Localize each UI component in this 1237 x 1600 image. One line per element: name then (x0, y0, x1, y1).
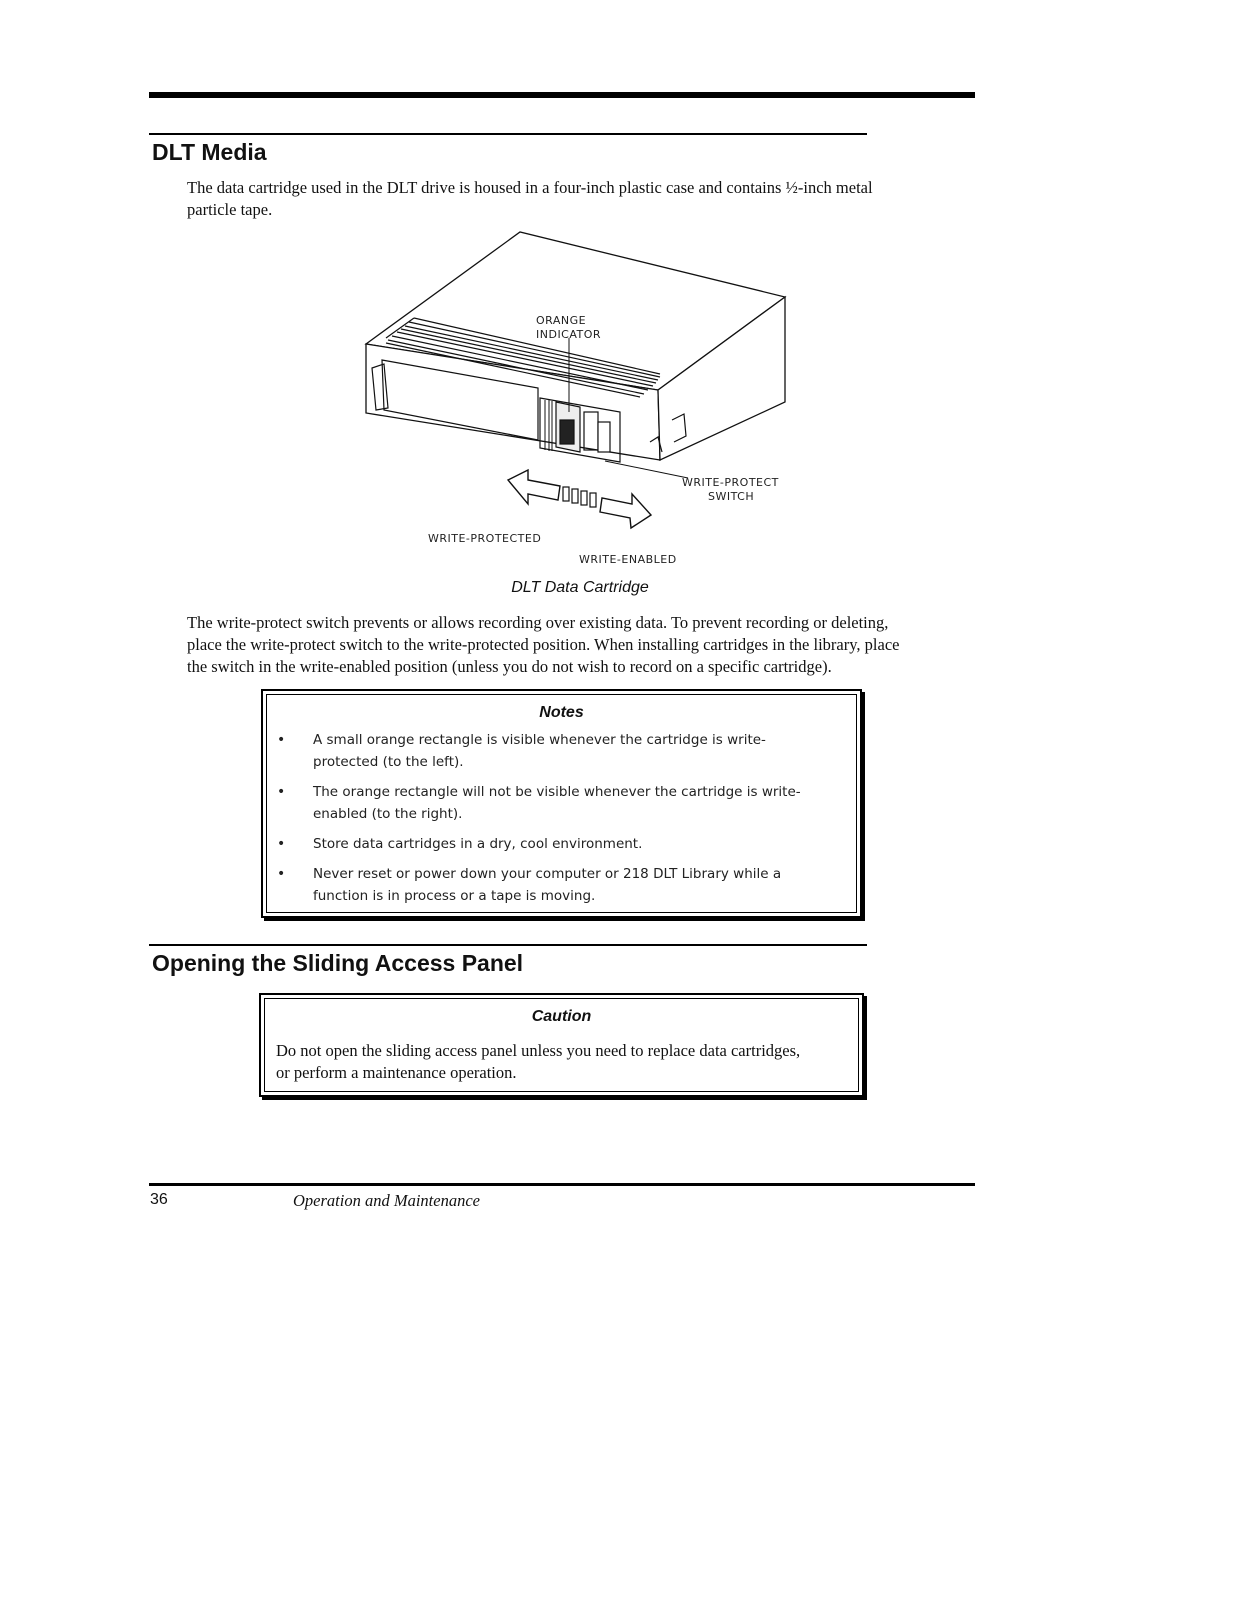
label-orange-line1: ORANGE (536, 314, 587, 327)
notes-list (277, 729, 840, 915)
paragraph-line: The write-protect switch prevents or allows recording over existing data. To prevent recording or deleting, (187, 613, 889, 632)
note-item (277, 833, 840, 855)
intro-line: The data cartridge used in the DLT drive is housed in a four-inch plastic case and contains ½-inch metal (187, 178, 873, 197)
note-item (277, 729, 840, 773)
label-write-enabled: WRITE-ENABLED (579, 553, 677, 566)
note-text-line: Never reset or power down your computer or 218 DLT Library while a (313, 866, 782, 882)
switch-slot-light (598, 422, 610, 452)
label-write-protected: WRITE-PROTECTED (428, 532, 542, 545)
paragraph-line: place the write-protect switch to the write-protected position. When installing cartridges in the library, place (187, 635, 900, 654)
notes-title: Notes (539, 704, 584, 721)
section-rule (149, 944, 867, 946)
label-wp-switch-line1: WRITE-PROTECT (682, 476, 779, 489)
section-heading-dlt-media: DLT Media (152, 139, 267, 165)
bullet-icon: • (277, 784, 286, 800)
dlt-cartridge-figure (0, 0, 1237, 600)
section-heading-sliding-panel: Opening the Sliding Access Panel (152, 950, 524, 976)
label-orange-line2: INDICATOR (536, 328, 602, 341)
caution-title: Caution (531, 1008, 592, 1025)
page-number: 36 (150, 1191, 168, 1208)
switch-slot-dark (560, 420, 574, 444)
label-wp-switch-line2: SWITCH (708, 490, 755, 503)
caution-text (276, 1040, 856, 1084)
note-text-line: enabled (to the right). (313, 806, 463, 822)
intro-line: particle tape. (187, 200, 273, 219)
note-item (277, 863, 840, 907)
switch-leader (605, 461, 688, 478)
paragraph-line: the switch in the write-enabled position (unless you do not wish to record on a specific cartridge). (187, 657, 832, 676)
caution-box (259, 993, 864, 1097)
footer-chapter-title: Operation and Maintenance (293, 1191, 480, 1210)
bullet-icon: • (277, 732, 286, 748)
bullet-icon: • (277, 866, 286, 882)
arrow-stripes (563, 487, 596, 507)
caution-text-line: Do not open the sliding access panel unless you need to replace data cartridges, (276, 1041, 801, 1060)
bullet-icon: • (277, 836, 286, 852)
note-text-line: function is in process or a tape is moving. (313, 888, 596, 904)
note-text-line: protected (to the left). (313, 754, 464, 770)
footer-rule (149, 1183, 975, 1186)
write-protect-paragraph (187, 612, 972, 678)
slide-double-arrow (508, 470, 651, 528)
note-text-line: A small orange rectangle is visible whenever the cartridge is write- (313, 732, 766, 748)
note-text-line: The orange rectangle will not be visible whenever the cartridge is write- (313, 784, 801, 800)
notes-box (261, 689, 862, 918)
note-item (277, 781, 840, 825)
caution-text-line: or perform a maintenance operation. (276, 1063, 517, 1082)
note-text-line: Store data cartridges in a dry, cool environment. (313, 836, 643, 852)
figure-caption: DLT Data Cartridge (511, 579, 649, 596)
